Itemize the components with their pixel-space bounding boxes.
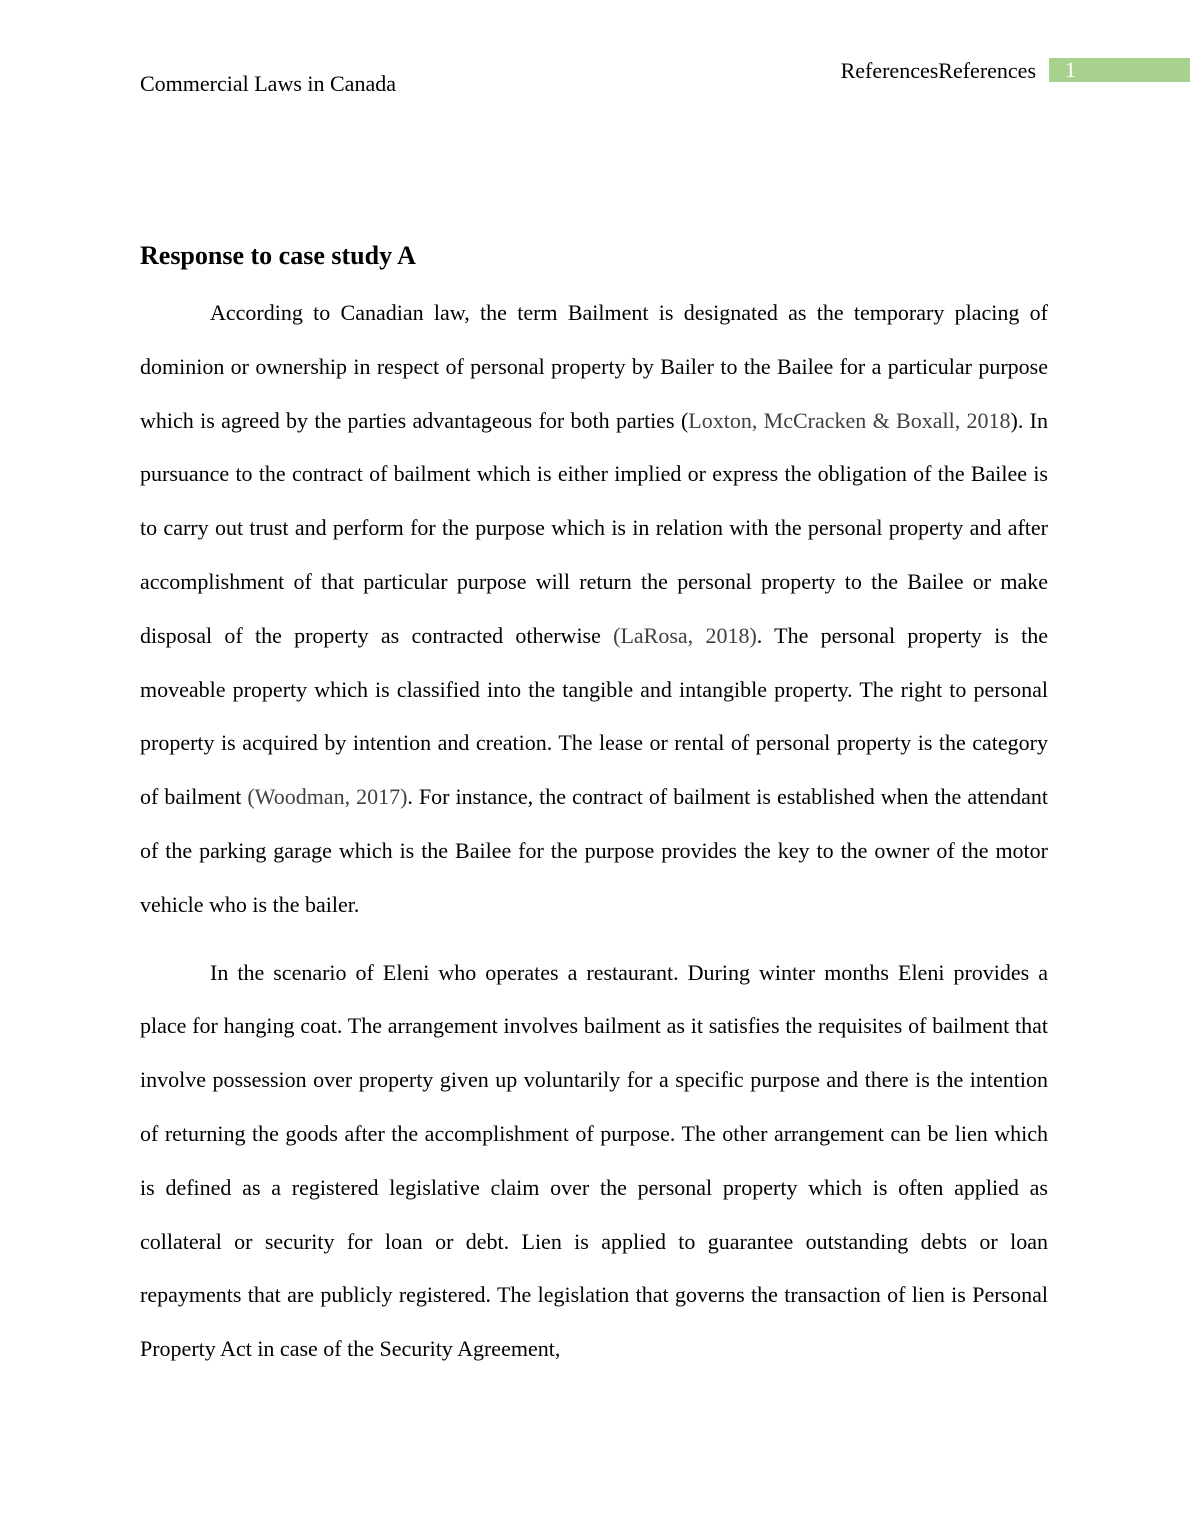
page-number: 1 (1049, 58, 1190, 82)
running-head: Commercial Laws in Canada (140, 71, 396, 96)
citation-woodman: (Woodman, 2017) (247, 784, 408, 810)
header-references-text: ReferencesReferences (840, 58, 1036, 83)
paragraph-text: According to Canadian law, the term Bailment is designated as the temporary placing of dominion or ownership in respect of personal property by Bailer to the Bailee for a particular purpose which is agreed by the parties advantageous for both parties ( (140, 300, 1048, 433)
section-heading: Response to case study A (140, 241, 416, 270)
document-body (140, 238, 1048, 1390)
paragraph-text: . For instance, the contract of bailment is established when the attendant of the parking garage which is the Bailee for the purpose provides the key to the owner of the motor vehicle who is the bailer. (140, 784, 1048, 917)
citation-loxton: Loxton, McCracken & Boxall, 2018 (688, 407, 1011, 433)
paragraph-text: ). In pursuance to the contract of bailment which is either implied or express the obligation of the Bailee is to carry out trust and perform for the purpose which is in relation with the personal property and after accomplishment of that particular purpose will return the personal property to the Bailee or make disposal of the property as contracted otherwise (140, 407, 1049, 648)
paragraph-bailment-definition (140, 286, 1048, 932)
citation-larosa: (LaRosa, 2018) (613, 622, 757, 648)
paragraph-eleni-scenario: In the scenario of Eleni who operates a restaurant. During winter months Eleni provides a place for hanging coat. The arrangement involves bailment as it satisfies the requisites of bailment that involve possession over property given up voluntarily for a specific purpose and there is the intention of returning the goods after the accomplishment of purpose. The other arrangement can be lien which is defined as a registered legislative claim over the personal property which is often applied as collateral or security for loan or debt. Lien is applied to guarantee outstanding debts or loan repayments that are publicly registered. The legislation that governs the transaction of lien is Personal Property Act in case of the Security Agreement, (140, 959, 1048, 1362)
paragraph-text: . The personal property is the moveable property which is classified into the tangible and intangible property. The right to personal property is acquired by intention and creation. The lease or rental of personal property is the category of bailment (140, 622, 1049, 810)
